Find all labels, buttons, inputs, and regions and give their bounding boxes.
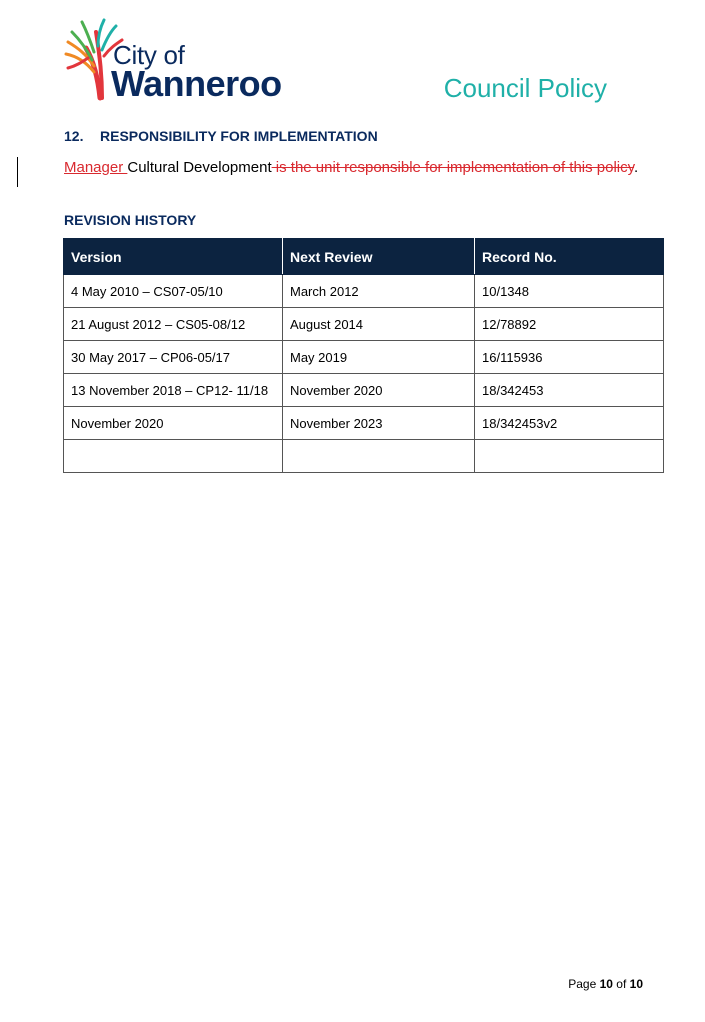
cell-version: 4 May 2010 – CS07-05/10 — [64, 275, 283, 308]
cell-next-review: November 2023 — [283, 407, 475, 440]
page-number — [568, 977, 643, 991]
revision-history-heading: REVISION HISTORY — [64, 212, 197, 228]
cell-record-no — [475, 440, 664, 473]
inserted-text: Manager — [64, 159, 128, 176]
section-heading — [64, 128, 378, 144]
section-title: RESPONSIBILITY FOR IMPLEMENTATION — [100, 128, 378, 144]
table-row — [64, 374, 664, 407]
table-row — [64, 308, 664, 341]
cell-record-no: 18/342453v2 — [475, 407, 664, 440]
page-of: of — [612, 977, 630, 991]
table-row — [64, 341, 664, 374]
cell-next-review: May 2019 — [283, 341, 475, 374]
page-current: 10 — [599, 977, 613, 991]
page-prefix: Page — [568, 977, 600, 991]
section-number: 12. — [64, 128, 84, 144]
cell-record-no: 10/1348 — [475, 275, 664, 308]
column-header-version: Version — [64, 239, 283, 275]
document-title: Council Policy — [443, 73, 607, 103]
table-row — [64, 407, 664, 440]
column-header-record-no: Record No. — [475, 239, 664, 275]
cell-version: November 2020 — [64, 407, 283, 440]
page-total: 10 — [629, 977, 643, 991]
cell-record-no: 18/342453 — [475, 374, 664, 407]
responsibility-paragraph — [64, 159, 638, 176]
table-row — [64, 275, 664, 308]
cell-version: 13 November 2018 – CP12- 11/18 — [64, 374, 283, 407]
cell-version: 21 August 2012 – CS05-08/12 — [64, 308, 283, 341]
cell-record-no: 16/115936 — [475, 341, 664, 374]
logo-line2: Wanneroo — [111, 63, 282, 104]
cell-version: 30 May 2017 – CP06-05/17 — [64, 341, 283, 374]
table-header-row — [64, 239, 664, 275]
city-of-wanneroo-logo — [64, 18, 294, 102]
cell-next-review: August 2014 — [283, 308, 475, 341]
cell-next-review: March 2012 — [283, 275, 475, 308]
kept-text: Cultural Development — [127, 159, 272, 176]
revision-history-table — [63, 238, 664, 473]
sentence-end: . — [634, 159, 639, 176]
table-row-empty — [64, 440, 664, 473]
cell-record-no: 12/78892 — [475, 308, 664, 341]
cell-version — [64, 440, 283, 473]
column-header-next-review: Next Review — [283, 239, 475, 275]
logo-line1: City of — [113, 40, 185, 70]
cell-next-review: November 2020 — [283, 374, 475, 407]
cell-next-review — [283, 440, 475, 473]
tracked-change-bar — [17, 157, 18, 187]
deleted-text: is the unit responsible for implementation of this policy — [271, 159, 635, 176]
